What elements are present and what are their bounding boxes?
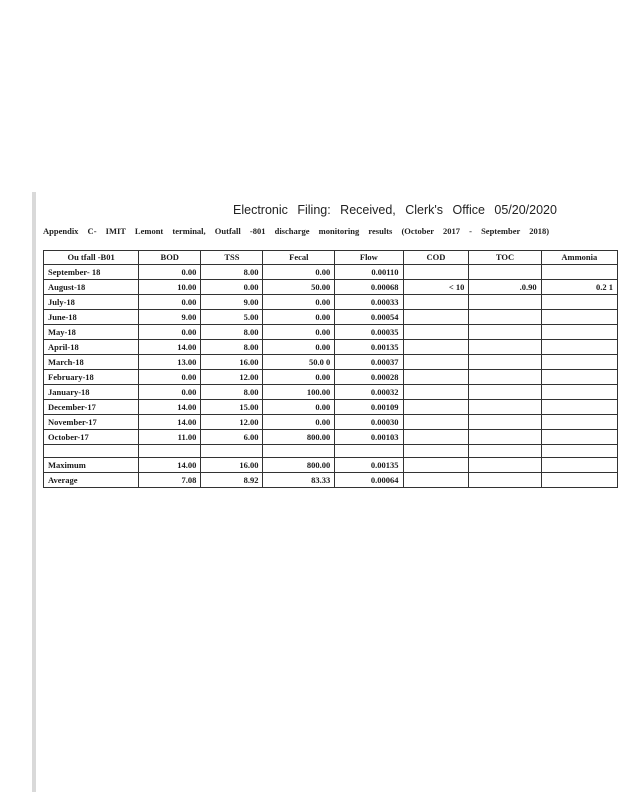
- table-cell: 0.00: [263, 325, 335, 340]
- row-label: July-18: [44, 295, 139, 310]
- table-cell: [403, 473, 469, 488]
- table-row: [44, 415, 618, 430]
- table-cell: [469, 430, 541, 445]
- table-row: [44, 310, 618, 325]
- row-label: April-18: [44, 340, 139, 355]
- table-row: [44, 280, 618, 295]
- spacer-row: [44, 445, 618, 458]
- table-cell: 0.00: [201, 280, 263, 295]
- table-row: [44, 400, 618, 415]
- table-cell: 14.00: [139, 340, 201, 355]
- table-row: [44, 370, 618, 385]
- table-cell: 0.00030: [335, 415, 403, 430]
- table-cell: 0.00035: [335, 325, 403, 340]
- row-label: August-18: [44, 280, 139, 295]
- table-cell: 0.00: [263, 415, 335, 430]
- table-row: [44, 265, 618, 280]
- table-cell: [541, 295, 617, 310]
- row-label: Maximum: [44, 458, 139, 473]
- table-cell: 5.00: [201, 310, 263, 325]
- table-cell: [541, 415, 617, 430]
- table-cell: [541, 430, 617, 445]
- table-cell: [469, 355, 541, 370]
- table-cell: 0.00: [139, 295, 201, 310]
- table-cell: [541, 370, 617, 385]
- row-label: October-17: [44, 430, 139, 445]
- table-cell: [469, 370, 541, 385]
- table-cell: 0.00054: [335, 310, 403, 325]
- table-cell: [541, 400, 617, 415]
- table-cell: 0.00068: [335, 280, 403, 295]
- table-cell: [469, 295, 541, 310]
- table-cell: 14.00: [139, 458, 201, 473]
- table-cell: 10.00: [139, 280, 201, 295]
- table-cell: [541, 310, 617, 325]
- table-cell: 100.00: [263, 385, 335, 400]
- table-cell: 9.00: [139, 310, 201, 325]
- row-label: September- 18: [44, 265, 139, 280]
- summary-row: [44, 473, 618, 488]
- summary-row: [44, 458, 618, 473]
- table-cell: [403, 355, 469, 370]
- table-cell: [403, 310, 469, 325]
- table-cell: 15.00: [201, 400, 263, 415]
- table-cell: 0.00: [263, 295, 335, 310]
- table-cell: 0.00135: [335, 458, 403, 473]
- table-cell: < 10: [403, 280, 469, 295]
- table-row: [44, 340, 618, 355]
- column-header-bod: BOD: [139, 251, 201, 265]
- row-label: January-18: [44, 385, 139, 400]
- table-cell: [403, 458, 469, 473]
- table-cell: 800.00: [263, 458, 335, 473]
- table-cell: 8.92: [201, 473, 263, 488]
- table-cell: [403, 385, 469, 400]
- table-cell: 12.00: [201, 370, 263, 385]
- column-header-outfall: Ou tfall -B01: [44, 251, 139, 265]
- column-header-tss: TSS: [201, 251, 263, 265]
- filing-stamp: Electronic Filing: Received, Clerk's Office 05/20/2020: [233, 203, 557, 217]
- row-label: March-18: [44, 355, 139, 370]
- table-cell: [403, 430, 469, 445]
- appendix-title: Appendix C- IMIT Lemont terminal, Outfall -801 discharge monitoring results (October 2017 - September 2018): [43, 226, 550, 236]
- table-cell: [541, 473, 617, 488]
- table-cell: 0.00: [263, 400, 335, 415]
- row-label: February-18: [44, 370, 139, 385]
- column-header-flow: Flow: [335, 251, 403, 265]
- table-row: [44, 355, 618, 370]
- table-cell: [469, 340, 541, 355]
- table-cell: 16.00: [201, 458, 263, 473]
- table-cell: 83.33: [263, 473, 335, 488]
- table-cell: 0.00032: [335, 385, 403, 400]
- table-cell: 50.0 0: [263, 355, 335, 370]
- table-cell: 16.00: [201, 355, 263, 370]
- table-cell: [469, 400, 541, 415]
- table-row: [44, 385, 618, 400]
- scan-edge: [32, 192, 36, 792]
- table-cell: 0.00: [263, 340, 335, 355]
- table-cell: [541, 355, 617, 370]
- row-label: June-18: [44, 310, 139, 325]
- table-cell: [541, 458, 617, 473]
- table-cell: 800.00: [263, 430, 335, 445]
- table-cell: 11.00: [139, 430, 201, 445]
- table-cell: 0.00028: [335, 370, 403, 385]
- table-cell: 8.00: [201, 340, 263, 355]
- table-cell: 0.00: [263, 265, 335, 280]
- table-cell: [541, 385, 617, 400]
- table-cell: [403, 340, 469, 355]
- table-cell: [469, 310, 541, 325]
- row-label: Average: [44, 473, 139, 488]
- table-cell: [469, 415, 541, 430]
- table-cell: 0.00: [139, 370, 201, 385]
- table-cell: 0.00: [263, 310, 335, 325]
- table-cell: [403, 370, 469, 385]
- table-cell: 0.00037: [335, 355, 403, 370]
- table-cell: 0.00103: [335, 430, 403, 445]
- table-cell: 8.00: [201, 325, 263, 340]
- table-cell: 0.00: [263, 370, 335, 385]
- table-cell: [541, 340, 617, 355]
- table-cell: [403, 400, 469, 415]
- column-header-ammonia: Ammonia: [541, 251, 617, 265]
- table-cell: 0.00: [139, 325, 201, 340]
- table-cell: .0.90: [469, 280, 541, 295]
- table-cell: 14.00: [139, 400, 201, 415]
- table-cell: [469, 325, 541, 340]
- table-cell: 7.08: [139, 473, 201, 488]
- table-cell: [403, 265, 469, 280]
- table-cell: 14.00: [139, 415, 201, 430]
- row-label: December-17: [44, 400, 139, 415]
- table-cell: [403, 325, 469, 340]
- table-cell: 8.00: [201, 265, 263, 280]
- table-row: [44, 430, 618, 445]
- table-cell: [469, 265, 541, 280]
- table-cell: 13.00: [139, 355, 201, 370]
- row-label: May-18: [44, 325, 139, 340]
- table-cell: 6.00: [201, 430, 263, 445]
- table-cell: [469, 458, 541, 473]
- table-cell: 0.00135: [335, 340, 403, 355]
- column-header-cod: COD: [403, 251, 469, 265]
- row-label: November-17: [44, 415, 139, 430]
- table-cell: 0.00033: [335, 295, 403, 310]
- table-row: [44, 295, 618, 310]
- table-cell: 0.00064: [335, 473, 403, 488]
- table-cell: 9.00: [201, 295, 263, 310]
- table-cell: [541, 265, 617, 280]
- table-cell: 12.00: [201, 415, 263, 430]
- table-cell: 50.00: [263, 280, 335, 295]
- table-cell: [403, 295, 469, 310]
- table-cell: 0.00: [139, 385, 201, 400]
- header-row: [44, 251, 618, 265]
- table-cell: 0.00: [139, 265, 201, 280]
- table-cell: 0.00109: [335, 400, 403, 415]
- table-cell: [403, 415, 469, 430]
- table-cell: 0.00110: [335, 265, 403, 280]
- table-cell: [469, 385, 541, 400]
- table-cell: 0.2 1: [541, 280, 617, 295]
- table-row: [44, 325, 618, 340]
- table-cell: [469, 473, 541, 488]
- monitoring-results-table: [43, 250, 618, 488]
- column-header-toc: TOC: [469, 251, 541, 265]
- column-header-fecal: Fecal: [263, 251, 335, 265]
- table-cell: [541, 325, 617, 340]
- table-cell: 8.00: [201, 385, 263, 400]
